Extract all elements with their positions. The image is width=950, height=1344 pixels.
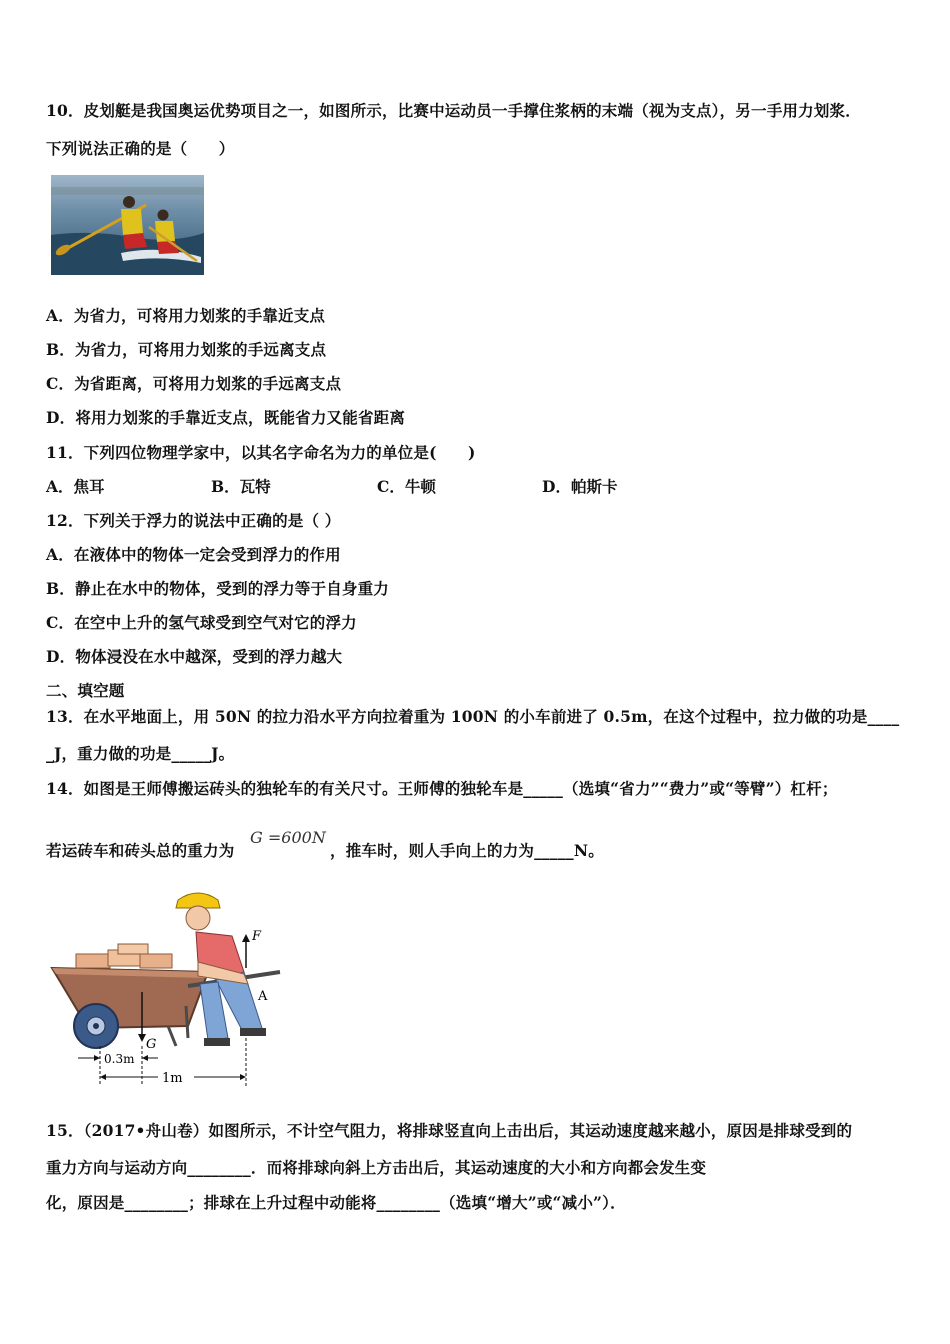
q13-stem-line1: 13．在水平地面上，用 50N 的拉力沿水平方向拉着重为 100N 的小车前进了 0.5m，在这个过程中，拉力做的功是____ [46,707,900,726]
q10-option-a: A．为省力，可将用力划浆的手靠近支点 [46,306,326,325]
q14-stem-line2-post: ，推车时，则人手向上的力为_____N。 [330,841,604,860]
q15-stem-line2: 重力方向与运动方向________．而将排球向斜上方击出后，其运动速度的大小和方向都会发生变 [46,1158,707,1177]
diagram-label-a: A [258,989,268,1004]
q11-option-c: C．牛顿 [377,477,436,496]
canoe-athletes-photo-icon [51,175,204,275]
q15-stem-line1: 15．（2017•舟山卷）如图所示，不计空气阻力，将排球竖直向上击出后，其运动速度越来越小，原因是排球受到的 [46,1121,853,1140]
diagram-label-0-3m: 0.3m [104,1052,135,1066]
q10-option-d: D．将用力划浆的手靠近支点，既能省力又能省距离 [46,408,406,427]
diagram-label-g: G [146,1037,157,1052]
q10-stem-line2: 下列说法正确的是（ ） [46,139,235,158]
q14-weight-formula: G =600N [250,828,326,847]
q11-option-b: B．瓦特 [211,477,271,496]
diagram-label-1m: 1m [162,1071,183,1086]
q10-option-c: C．为省距离，可将用力划浆的手远离支点 [46,374,342,393]
q11-option-a: A．焦耳 [46,477,105,496]
section-heading-fill-in: 二、填空题 [46,681,125,700]
q13-stem-line2: _J，重力做的功是_____J。 [46,744,235,763]
q14-stem-line2-pre: 若运砖车和砖头总的重力为 [46,841,235,860]
q12-stem: 12．下列关于浮力的说法中正确的是（ ） [46,511,341,530]
q12-option-b: B．静止在水中的物体，受到的浮力等于自身重力 [46,579,390,598]
q12-option-c: C．在空中上升的氢气球受到空气对它的浮力 [46,613,357,632]
q14-stem-line1: 14．如图是王师傅搬运砖头的独轮车的有关尺寸。王师傅的独轮车是_____（选填“省力”“费力”或“等臂”）杠杆； [46,779,838,798]
q11-stem: 11．下列四位物理学家中，以其名字命名为力的单位是( ) [46,443,476,462]
q11-options-row [46,477,846,497]
q10-option-b: B．为省力，可将用力划浆的手远离支点 [46,340,327,359]
q15-stem-line3: 化，原因是________；排球在上升过程中动能将________（选填“增大”或“减小”）． [46,1193,626,1212]
q11-option-d: D．帕斯卡 [542,477,618,496]
q12-option-a: A．在液体中的物体一定会受到浮力的作用 [46,545,341,564]
wheelbarrow-worker-diagram-icon [48,888,288,1088]
q12-option-d: D．物体浸没在水中越深，受到的浮力越大 [46,647,343,666]
diagram-label-f: F [252,929,262,944]
q10-stem-line1: 10．皮划艇是我国奥运优势项目之一，如图所示，比赛中运动员一手撑住浆柄的末端（视为支点），另一手用力划浆． [46,101,861,120]
